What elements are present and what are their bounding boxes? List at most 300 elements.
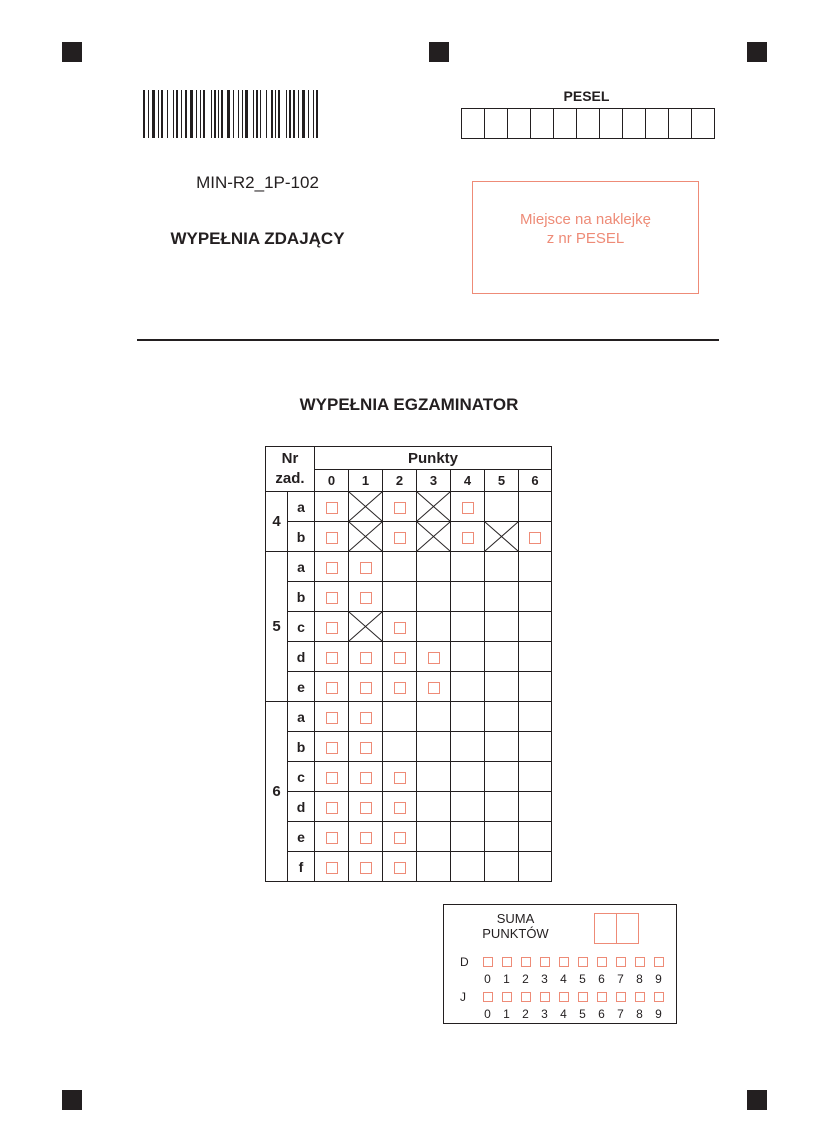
empty-cell	[485, 852, 519, 882]
empty-cell	[519, 552, 552, 582]
score-checkbox[interactable]	[360, 562, 372, 574]
cross-icon	[417, 522, 450, 551]
score-checkbox-cell[interactable]	[349, 732, 383, 762]
subtask-label: e	[288, 672, 315, 702]
crossed-out-cell	[349, 522, 383, 552]
barcode-bar	[256, 90, 258, 138]
barcode-bar	[200, 90, 201, 138]
registration-mark-top-right	[747, 42, 767, 62]
fill-student-heading: WYPEŁNIA ZDAJĄCY	[170, 229, 345, 248]
cross-icon	[349, 492, 382, 521]
sum-tens-box[interactable]	[595, 914, 617, 943]
score-checkbox[interactable]	[529, 532, 541, 544]
barcode-bar	[260, 90, 261, 138]
units-digit-checkbox[interactable]	[578, 992, 588, 1002]
units-digit-checkbox[interactable]	[559, 992, 569, 1002]
task-number: 4	[266, 492, 288, 552]
tens-digit-checkbox[interactable]	[540, 957, 550, 967]
barcode-bar	[271, 90, 273, 138]
crossed-out-cell	[417, 492, 451, 522]
empty-cell	[383, 702, 417, 732]
barcode-bar	[148, 90, 149, 138]
tens-digit-label: 8	[636, 972, 643, 986]
empty-cell	[485, 702, 519, 732]
pesel-digit-box[interactable]	[531, 109, 554, 138]
empty-cell	[485, 732, 519, 762]
tens-digit-label: 0	[484, 972, 491, 986]
tens-row-label: D	[460, 955, 469, 969]
table-row	[266, 522, 552, 552]
tens-digit-checkbox-cell[interactable]	[535, 957, 554, 967]
score-checkbox[interactable]	[394, 862, 406, 874]
empty-cell	[519, 792, 552, 822]
empty-cell	[451, 672, 485, 702]
empty-cell	[519, 612, 552, 642]
empty-cell	[417, 792, 451, 822]
empty-cell	[485, 822, 519, 852]
registration-mark-bottom-left	[62, 1090, 82, 1110]
empty-cell	[485, 612, 519, 642]
score-checkbox[interactable]	[326, 772, 338, 784]
tens-digit-checkbox[interactable]	[597, 957, 607, 967]
pesel-digit-box[interactable]	[692, 109, 714, 138]
empty-cell	[519, 822, 552, 852]
units-digit-label: 4	[560, 1007, 567, 1021]
barcode-bar	[190, 90, 193, 138]
units-digit-label: 9	[655, 1007, 662, 1021]
score-checkbox-cell[interactable]	[383, 852, 417, 882]
score-checkbox-cell[interactable]	[315, 702, 349, 732]
units-digit-label: 8	[636, 1007, 643, 1021]
subtask-label: c	[288, 762, 315, 792]
score-table	[265, 446, 552, 882]
header-nr: Nr	[281, 450, 299, 467]
point-column-header: 1	[349, 470, 383, 492]
units-digit-checkbox-cell[interactable]	[649, 992, 668, 1002]
crossed-out-cell	[485, 522, 519, 552]
barcode-bar	[218, 90, 219, 138]
tens-digit-labels	[478, 972, 668, 986]
tens-digit-label: 1	[503, 972, 510, 986]
score-checkbox-cell[interactable]	[315, 552, 349, 582]
score-checkbox-cell[interactable]	[519, 522, 552, 552]
barcode-bar	[152, 90, 155, 138]
score-checkbox[interactable]	[462, 502, 474, 514]
score-checkbox-cell[interactable]	[349, 642, 383, 672]
score-checkbox[interactable]	[394, 682, 406, 694]
score-checkbox-cell[interactable]	[383, 792, 417, 822]
units-digit-checkbox-cell[interactable]	[573, 992, 592, 1002]
barcode-bar	[245, 90, 248, 138]
points-sum-digit-boxes[interactable]	[594, 913, 639, 944]
units-digit-checkbox[interactable]	[654, 992, 664, 1002]
units-digit-label: 5	[579, 1007, 586, 1021]
empty-cell	[451, 762, 485, 792]
cross-icon	[485, 522, 518, 551]
barcode-bar	[298, 90, 299, 138]
table-row	[266, 792, 552, 822]
empty-cell	[451, 582, 485, 612]
pesel-digit-box[interactable]	[623, 109, 646, 138]
barcode-bar	[253, 90, 254, 138]
tens-digit-checkbox-cell[interactable]	[478, 957, 497, 967]
subtask-label: a	[288, 492, 315, 522]
table-row	[266, 762, 552, 792]
score-checkbox[interactable]	[394, 652, 406, 664]
score-checkbox-cell[interactable]	[383, 762, 417, 792]
units-digit-checkbox-cell[interactable]	[592, 992, 611, 1002]
units-digit-labels	[478, 1007, 668, 1021]
score-checkbox[interactable]	[360, 742, 372, 754]
tens-digit-checkbox[interactable]	[654, 957, 664, 967]
empty-cell	[519, 702, 552, 732]
sticker-text-line1: Miejsce na naklejkę	[520, 210, 651, 228]
subtask-label: b	[288, 522, 315, 552]
units-digit-label: 1	[503, 1007, 510, 1021]
units-digit-checkbox[interactable]	[502, 992, 512, 1002]
score-checkbox[interactable]	[360, 592, 372, 604]
empty-cell	[451, 552, 485, 582]
barcode-bar	[176, 90, 178, 138]
point-column-header: 2	[383, 470, 417, 492]
subtask-label: e	[288, 822, 315, 852]
score-checkbox[interactable]	[360, 652, 372, 664]
score-checkbox[interactable]	[428, 652, 440, 664]
tens-digit-label: 2	[522, 972, 529, 986]
empty-cell	[519, 492, 552, 522]
score-checkbox-cell[interactable]	[315, 612, 349, 642]
barcode-bar	[242, 90, 243, 138]
tens-digit-label: 4	[560, 972, 567, 986]
point-column-header: 3	[417, 470, 451, 492]
empty-cell	[417, 852, 451, 882]
tens-digit-label: 6	[598, 972, 605, 986]
empty-cell	[451, 822, 485, 852]
score-checkbox[interactable]	[360, 682, 372, 694]
empty-cell	[417, 582, 451, 612]
units-digit-label: 7	[617, 1007, 624, 1021]
tens-digit-checkbox-cell[interactable]	[497, 957, 516, 967]
table-row	[266, 582, 552, 612]
subtask-label: a	[288, 702, 315, 732]
units-digit-checkbox-cell[interactable]	[554, 992, 573, 1002]
units-digit-checkbox-cell[interactable]	[516, 992, 535, 1002]
barcode-bar	[289, 90, 291, 138]
score-checkbox[interactable]	[326, 532, 338, 544]
score-checkbox[interactable]	[394, 502, 406, 514]
barcode-bar	[286, 90, 287, 138]
registration-mark-bottom-right	[747, 1090, 767, 1110]
pesel-digit-box[interactable]	[669, 109, 692, 138]
score-checkbox-cell[interactable]	[349, 672, 383, 702]
tens-digit-checkbox[interactable]	[635, 957, 645, 967]
header-task-number	[266, 447, 315, 492]
score-checkbox-cell[interactable]	[451, 522, 485, 552]
tens-digit-checkbox[interactable]	[483, 957, 493, 967]
score-checkbox[interactable]	[394, 622, 406, 634]
tens-digit-checkbox-cell[interactable]	[516, 957, 535, 967]
barcode-bar	[158, 90, 159, 138]
score-checkbox-cell[interactable]	[349, 822, 383, 852]
empty-cell	[383, 582, 417, 612]
empty-cell	[485, 492, 519, 522]
score-checkbox-cell[interactable]	[315, 792, 349, 822]
tens-digit-row	[460, 955, 668, 969]
table-row	[266, 492, 552, 522]
barcode-bar	[275, 90, 276, 138]
score-checkbox[interactable]	[394, 772, 406, 784]
tens-digit-label: 9	[655, 972, 662, 986]
table-row	[266, 642, 552, 672]
empty-cell	[519, 852, 552, 882]
cross-icon	[349, 612, 382, 641]
score-checkbox-cell[interactable]	[315, 642, 349, 672]
point-column-header: 4	[451, 470, 485, 492]
barcode-bar	[308, 90, 309, 138]
units-digit-label: 0	[484, 1007, 491, 1021]
score-checkbox-cell[interactable]	[315, 762, 349, 792]
point-column-header: 0	[315, 470, 349, 492]
score-checkbox-cell[interactable]	[349, 852, 383, 882]
barcode-bar	[278, 90, 280, 138]
units-digit-checkbox[interactable]	[616, 992, 626, 1002]
pesel-digit-box[interactable]	[485, 109, 508, 138]
score-checkbox[interactable]	[394, 532, 406, 544]
tens-digit-checkbox-cell[interactable]	[630, 957, 649, 967]
score-checkbox[interactable]	[326, 712, 338, 724]
tens-digit-checkbox-cell[interactable]	[554, 957, 573, 967]
empty-cell	[451, 642, 485, 672]
units-digit-checkbox-cell[interactable]	[497, 992, 516, 1002]
header-zad: zad.	[275, 470, 305, 487]
units-row-label: J	[460, 990, 466, 1004]
score-checkbox-cell[interactable]	[383, 612, 417, 642]
suma-label-line2: PUNKTÓW	[482, 926, 549, 941]
score-checkbox[interactable]	[326, 502, 338, 514]
units-digit-row	[460, 990, 668, 1004]
score-checkbox-cell[interactable]	[349, 762, 383, 792]
empty-cell	[417, 702, 451, 732]
table-row	[266, 852, 552, 882]
section-divider	[137, 339, 719, 341]
score-checkbox[interactable]	[462, 532, 474, 544]
barcode-bar	[211, 90, 212, 138]
point-column-header: 6	[519, 470, 552, 492]
units-digit-label: 6	[598, 1007, 605, 1021]
score-checkbox-cell[interactable]	[349, 792, 383, 822]
score-checkbox-cell[interactable]	[383, 492, 417, 522]
score-checkbox[interactable]	[326, 832, 338, 844]
suma-label-line1: SUMA	[496, 911, 535, 926]
barcode-bar	[227, 90, 230, 138]
units-digit-checkbox[interactable]	[540, 992, 550, 1002]
score-checkbox[interactable]	[360, 802, 372, 814]
barcode-bar	[302, 90, 305, 138]
score-checkbox-cell[interactable]	[315, 522, 349, 552]
score-checkbox-cell[interactable]	[315, 672, 349, 702]
pesel-digit-box[interactable]	[508, 109, 531, 138]
empty-cell	[519, 642, 552, 672]
barcode-bar	[196, 90, 197, 138]
empty-cell	[451, 792, 485, 822]
barcode-bar	[313, 90, 314, 138]
subtask-label: a	[288, 552, 315, 582]
barcode-bar	[161, 90, 163, 138]
tens-digit-checkbox[interactable]	[578, 957, 588, 967]
table-row	[266, 822, 552, 852]
crossed-out-cell	[349, 612, 383, 642]
subtask-label: c	[288, 612, 315, 642]
sticker-text-line2: z nr PESEL	[546, 229, 625, 247]
barcode-bar	[185, 90, 187, 138]
point-column-header: 5	[485, 470, 519, 492]
score-checkbox-cell[interactable]	[315, 582, 349, 612]
table-row	[266, 672, 552, 702]
empty-cell	[383, 552, 417, 582]
score-checkbox-cell[interactable]	[383, 522, 417, 552]
score-checkbox-cell[interactable]	[417, 642, 451, 672]
units-digit-label: 3	[541, 1007, 548, 1021]
empty-cell	[485, 552, 519, 582]
sum-units-box[interactable]	[617, 914, 638, 943]
score-checkbox[interactable]	[326, 802, 338, 814]
barcode-bar	[293, 90, 295, 138]
pesel-digit-box[interactable]	[577, 109, 600, 138]
tens-digit-label: 3	[541, 972, 548, 986]
empty-cell	[485, 762, 519, 792]
score-checkbox-cell[interactable]	[349, 702, 383, 732]
score-checkbox-cell[interactable]	[315, 822, 349, 852]
crossed-out-cell	[417, 522, 451, 552]
tens-digit-checkbox-cell[interactable]	[592, 957, 611, 967]
empty-cell	[519, 762, 552, 792]
empty-cell	[485, 672, 519, 702]
barcode-bar	[316, 90, 318, 138]
empty-cell	[519, 672, 552, 702]
registration-mark-top-center	[429, 42, 449, 62]
barcode-bar	[181, 90, 182, 138]
score-checkbox[interactable]	[394, 832, 406, 844]
empty-cell	[451, 702, 485, 732]
score-checkbox[interactable]	[326, 742, 338, 754]
tens-digit-checkbox-cell[interactable]	[611, 957, 630, 967]
barcode-bar	[221, 90, 223, 138]
pesel-digit-box[interactable]	[554, 109, 577, 138]
empty-cell	[519, 732, 552, 762]
score-checkbox-cell[interactable]	[417, 672, 451, 702]
units-digit-checkbox-cell[interactable]	[535, 992, 554, 1002]
pesel-sticker-area	[472, 181, 699, 294]
score-checkbox-cell[interactable]	[349, 552, 383, 582]
subtask-label: d	[288, 642, 315, 672]
barcode-bar	[167, 90, 168, 138]
empty-cell	[485, 582, 519, 612]
pesel-input-boxes[interactable]	[461, 108, 715, 139]
score-checkbox[interactable]	[326, 622, 338, 634]
pesel-digit-box[interactable]	[462, 109, 485, 138]
score-checkbox[interactable]	[326, 652, 338, 664]
empty-cell	[383, 732, 417, 762]
score-checkbox[interactable]	[394, 802, 406, 814]
score-checkbox[interactable]	[326, 862, 338, 874]
score-checkbox[interactable]	[326, 562, 338, 574]
score-checkbox-cell[interactable]	[383, 642, 417, 672]
subtask-label: d	[288, 792, 315, 822]
score-checkbox[interactable]	[428, 682, 440, 694]
empty-cell	[519, 582, 552, 612]
points-sum-label	[468, 911, 563, 941]
score-checkbox-cell[interactable]	[315, 732, 349, 762]
score-checkbox-cell[interactable]	[451, 492, 485, 522]
score-checkbox-cell[interactable]	[349, 582, 383, 612]
score-checkbox[interactable]	[360, 832, 372, 844]
registration-mark-top-left	[62, 42, 82, 62]
tens-digit-label: 5	[579, 972, 586, 986]
barcode-bar	[266, 90, 267, 138]
score-checkbox[interactable]	[326, 592, 338, 604]
barcode	[143, 90, 371, 138]
empty-cell	[485, 792, 519, 822]
table-row	[266, 612, 552, 642]
tens-digit-checkbox[interactable]	[502, 957, 512, 967]
score-checkbox[interactable]	[360, 862, 372, 874]
subtask-label: f	[288, 852, 315, 882]
empty-cell	[485, 642, 519, 672]
points-sum-box	[443, 904, 677, 1024]
tens-digit-checkbox-cell[interactable]	[649, 957, 668, 967]
empty-cell	[451, 852, 485, 882]
units-digit-checkbox[interactable]	[597, 992, 607, 1002]
score-checkbox-cell[interactable]	[383, 822, 417, 852]
table-row	[266, 552, 552, 582]
units-digit-checkbox-cell[interactable]	[478, 992, 497, 1002]
table-row	[266, 732, 552, 762]
units-digit-checkbox[interactable]	[483, 992, 493, 1002]
empty-cell	[451, 732, 485, 762]
header-points: Punkty	[315, 447, 552, 470]
score-checkbox[interactable]	[360, 772, 372, 784]
table-row	[266, 702, 552, 732]
cross-icon	[349, 522, 382, 551]
score-checkbox[interactable]	[360, 712, 372, 724]
pesel-digit-box[interactable]	[600, 109, 623, 138]
tens-digit-checkbox[interactable]	[521, 957, 531, 967]
score-checkbox-cell[interactable]	[315, 852, 349, 882]
score-checkbox-cell[interactable]	[383, 672, 417, 702]
empty-cell	[417, 762, 451, 792]
score-checkbox-cell[interactable]	[315, 492, 349, 522]
cross-icon	[417, 492, 450, 521]
barcode-bar	[238, 90, 239, 138]
barcode-bar	[233, 90, 234, 138]
tens-digit-checkbox[interactable]	[616, 957, 626, 967]
score-checkbox[interactable]	[326, 682, 338, 694]
tens-digit-checkbox-cell[interactable]	[573, 957, 592, 967]
empty-cell	[417, 552, 451, 582]
pesel-label: PESEL	[563, 88, 610, 104]
units-digit-checkbox-cell[interactable]	[611, 992, 630, 1002]
tens-digit-checkbox[interactable]	[559, 957, 569, 967]
empty-cell	[451, 612, 485, 642]
units-digit-checkbox-cell[interactable]	[630, 992, 649, 1002]
units-digit-checkbox[interactable]	[635, 992, 645, 1002]
units-digit-checkbox[interactable]	[521, 992, 531, 1002]
barcode-bar	[203, 90, 205, 138]
tens-digit-label: 7	[617, 972, 624, 986]
subtask-label: b	[288, 582, 315, 612]
pesel-digit-box[interactable]	[646, 109, 669, 138]
empty-cell	[417, 732, 451, 762]
